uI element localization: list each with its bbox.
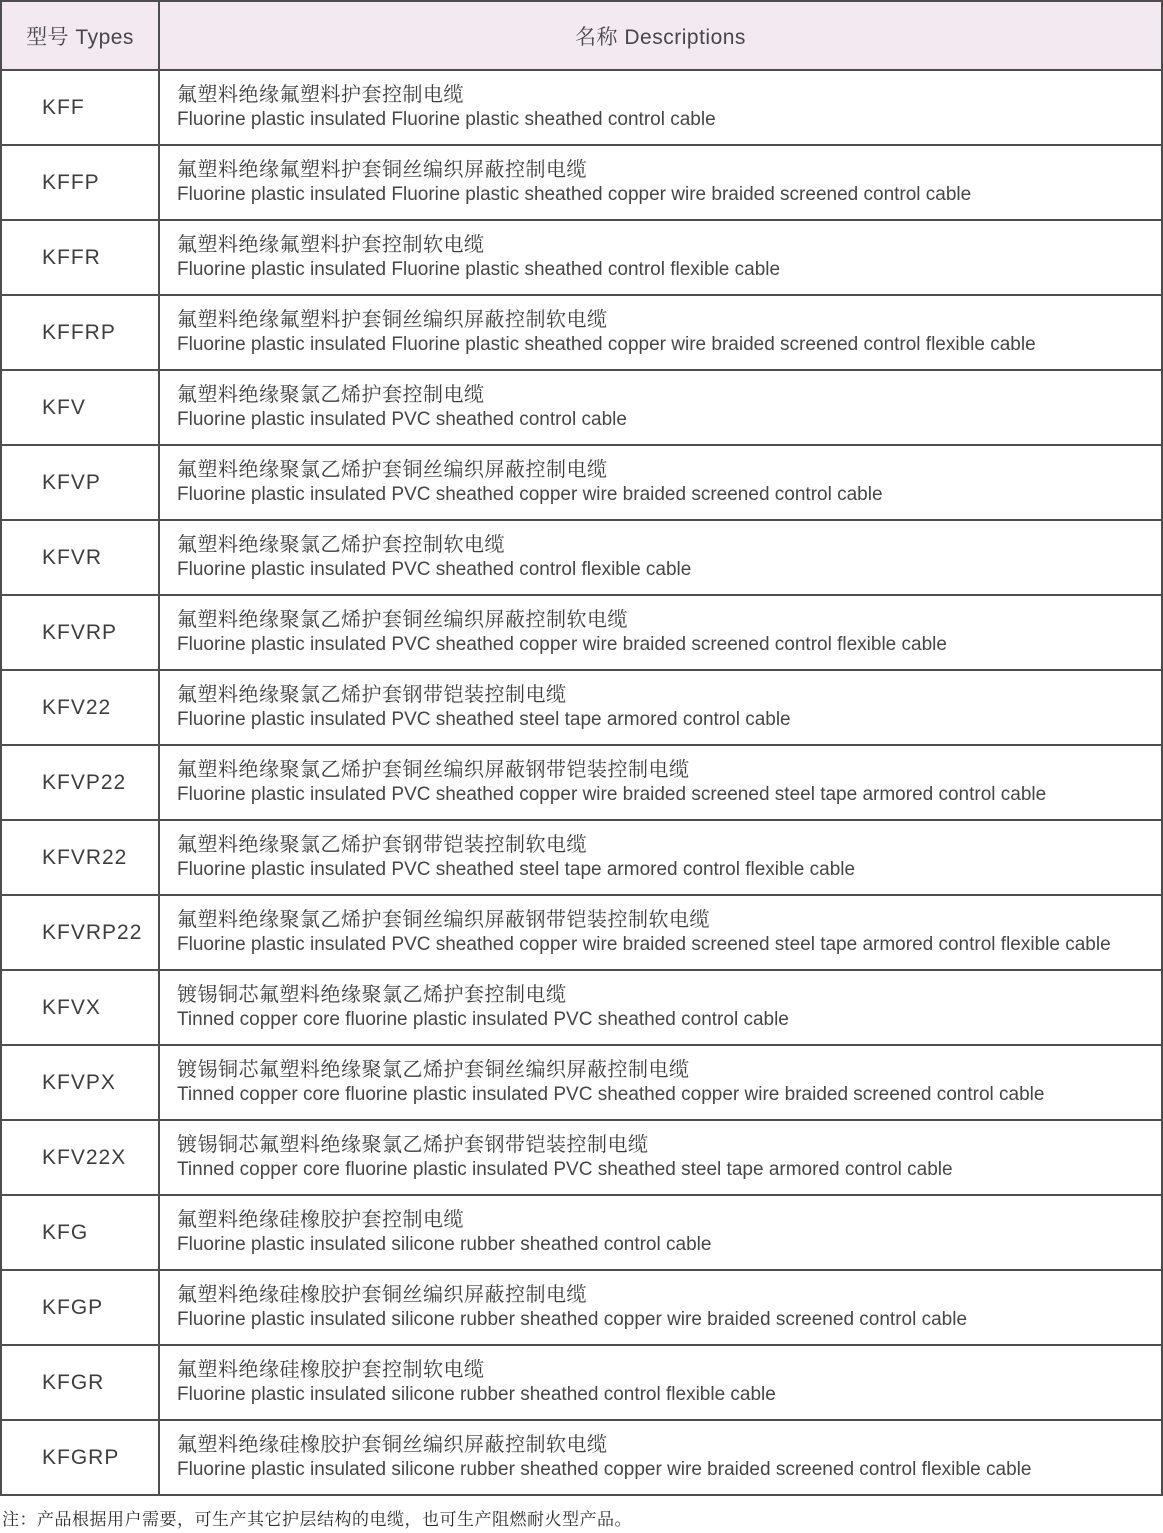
description-zh: 氟塑料绝缘聚氯乙烯护套控制软电缆: [177, 534, 505, 557]
cable-description-cell: [159, 145, 1162, 220]
description-en: Tinned copper core fluorine plastic insulated PVC sheathed copper wire braided screened control cable: [177, 1084, 1045, 1106]
table-body: [1, 70, 1162, 1495]
description-zh: 氟塑料绝缘硅橡胶护套铜丝编织屏蔽控制软电缆: [177, 1434, 608, 1457]
description-en: Fluorine plastic insulated Fluorine plastic sheathed control flexible cable: [177, 259, 781, 281]
table-row: [1, 70, 1162, 145]
description-en: Fluorine plastic insulated PVC sheathed control cable: [177, 409, 627, 431]
description-en: Fluorine plastic insulated silicone rubber sheathed control flexible cable: [177, 1384, 776, 1406]
description-zh: 镀锡铜芯氟塑料绝缘聚氯乙烯护套铜丝编织屏蔽控制电缆: [177, 1059, 690, 1082]
table-row: [1, 1195, 1162, 1270]
description-zh: 氟塑料绝缘聚氯乙烯护套控制电缆: [177, 384, 485, 407]
description-zh: 氟塑料绝缘聚氯乙烯护套铜丝编织屏蔽钢带铠装控制软电缆: [177, 909, 710, 932]
description-en: Fluorine plastic insulated PVC sheathed copper wire braided screened control flexible cable: [177, 634, 947, 656]
cable-description-cell: [159, 520, 1162, 595]
table-row: [1, 445, 1162, 520]
cable-type-code: KFVPX: [1, 1045, 159, 1120]
table-header: [1, 1, 1162, 70]
table-row: [1, 220, 1162, 295]
cable-description-cell: [159, 70, 1162, 145]
cable-type-code: KFV22X: [1, 1120, 159, 1195]
description-zh: 氟塑料绝缘硅橡胶护套铜丝编织屏蔽控制电缆: [177, 1284, 587, 1307]
cable-type-code: KFVRP: [1, 595, 159, 670]
cable-type-code: KFVR22: [1, 820, 159, 895]
description-en: Tinned copper core fluorine plastic insulated PVC sheathed control cable: [177, 1009, 789, 1031]
description-en: Fluorine plastic insulated silicone rubber sheathed control cable: [177, 1234, 712, 1256]
cable-type-code: KFVR: [1, 520, 159, 595]
description-zh: 氟塑料绝缘聚氯乙烯护套钢带铠装控制软电缆: [177, 834, 587, 857]
description-zh: 氟塑料绝缘氟塑料护套控制电缆: [177, 84, 464, 107]
description-en: Fluorine plastic insulated PVC sheathed copper wire braided screened steel tape armored control flexible cable: [177, 934, 1111, 956]
cable-type-code: KFGRP: [1, 1420, 159, 1495]
description-en: Tinned copper core fluorine plastic insulated PVC sheathed steel tape armored control cable: [177, 1159, 953, 1181]
cable-description-cell: [159, 1270, 1162, 1345]
cable-description-cell: [159, 670, 1162, 745]
description-zh: 氟塑料绝缘聚氯乙烯护套铜丝编织屏蔽钢带铠装控制电缆: [177, 759, 690, 782]
description-zh: 镀锡铜芯氟塑料绝缘聚氯乙烯护套钢带铠装控制电缆: [177, 1134, 649, 1157]
cable-type-code: KFF: [1, 70, 159, 145]
cable-type-code: KFV22: [1, 670, 159, 745]
table-row: [1, 520, 1162, 595]
description-zh: 氟塑料绝缘硅橡胶护套控制电缆: [177, 1209, 464, 1232]
table-row: [1, 295, 1162, 370]
table-row: [1, 145, 1162, 220]
table-row: [1, 745, 1162, 820]
cable-type-code: KFFP: [1, 145, 159, 220]
table-row: [1, 1420, 1162, 1495]
table-row: [1, 820, 1162, 895]
description-en: Fluorine plastic insulated Fluorine plastic sheathed control cable: [177, 109, 716, 131]
table-row: [1, 670, 1162, 745]
descriptions-column-header: 名称 Descriptions: [159, 1, 1162, 70]
cable-description-cell: [159, 295, 1162, 370]
cable-description-cell: [159, 220, 1162, 295]
table-row: [1, 895, 1162, 970]
cable-description-cell: [159, 370, 1162, 445]
table-row: [1, 1270, 1162, 1345]
cable-description-cell: [159, 1045, 1162, 1120]
table-row: [1, 1345, 1162, 1420]
cable-description-cell: [159, 970, 1162, 1045]
description-zh: 镀锡铜芯氟塑料绝缘聚氯乙烯护套控制电缆: [177, 984, 567, 1007]
cable-description-cell: [159, 745, 1162, 820]
description-en: Fluorine plastic insulated silicone rubber sheathed copper wire braided screened control cable: [177, 1309, 968, 1331]
description-en: Fluorine plastic insulated silicone rubber sheathed copper wire braided screened control flexible cable: [177, 1459, 1032, 1481]
cable-description-cell: [159, 445, 1162, 520]
cable-description-cell: [159, 595, 1162, 670]
cable-type-code: KFG: [1, 1195, 159, 1270]
description-en: Fluorine plastic insulated PVC sheathed copper wire braided screened steel tape armored control cable: [177, 784, 1047, 806]
cable-description-cell: [159, 1420, 1162, 1495]
table-row: [1, 595, 1162, 670]
cable-description-cell: [159, 1195, 1162, 1270]
description-zh: 氟塑料绝缘氟塑料护套控制软电缆: [177, 234, 485, 257]
cable-description-cell: [159, 1345, 1162, 1420]
description-zh: 氟塑料绝缘聚氯乙烯护套铜丝编织屏蔽控制电缆: [177, 459, 608, 482]
cable-type-code: KFGR: [1, 1345, 159, 1420]
cable-description-cell: [159, 895, 1162, 970]
description-zh: 氟塑料绝缘聚氯乙烯护套钢带铠装控制电缆: [177, 684, 567, 707]
description-en: Fluorine plastic insulated PVC sheathed control flexible cable: [177, 559, 692, 581]
description-en: Fluorine plastic insulated PVC sheathed copper wire braided screened control cable: [177, 484, 883, 506]
header-row: [1, 1, 1162, 70]
description-zh: 氟塑料绝缘硅橡胶护套控制软电缆: [177, 1359, 485, 1382]
cable-type-code: KFVRP22: [1, 895, 159, 970]
description-en: Fluorine plastic insulated Fluorine plastic sheathed copper wire braided screened control flexible cable: [177, 334, 1036, 356]
description-en: Fluorine plastic insulated PVC sheathed steel tape armored control flexible cable: [177, 859, 856, 881]
cable-type-code: KFVP: [1, 445, 159, 520]
footnote: 注：产品根据用户需要，可生产其它护层结构的电缆，也可生产阻燃耐火型产品。: [2, 1510, 632, 1529]
table-row: [1, 970, 1162, 1045]
cable-description-cell: [159, 820, 1162, 895]
table-row: [1, 1120, 1162, 1195]
table-row: [1, 370, 1162, 445]
description-en: Fluorine plastic insulated Fluorine plastic sheathed copper wire braided screened control cable: [177, 184, 972, 206]
cable-description-cell: [159, 1120, 1162, 1195]
cable-type-code: KFVX: [1, 970, 159, 1045]
cable-type-code: KFGP: [1, 1270, 159, 1345]
description-zh: 氟塑料绝缘氟塑料护套铜丝编织屏蔽控制软电缆: [177, 309, 608, 332]
description-zh: 氟塑料绝缘聚氯乙烯护套铜丝编织屏蔽控制软电缆: [177, 609, 628, 632]
cable-type-code: KFFR: [1, 220, 159, 295]
cable-type-code: KFVP22: [1, 745, 159, 820]
description-en: Fluorine plastic insulated PVC sheathed steel tape armored control cable: [177, 709, 791, 731]
table-row: [1, 1045, 1162, 1120]
cable-type-code: KFV: [1, 370, 159, 445]
cable-type-code: KFFRP: [1, 295, 159, 370]
types-column-header: 型号 Types: [1, 1, 159, 70]
description-zh: 氟塑料绝缘氟塑料护套铜丝编织屏蔽控制电缆: [177, 159, 587, 182]
